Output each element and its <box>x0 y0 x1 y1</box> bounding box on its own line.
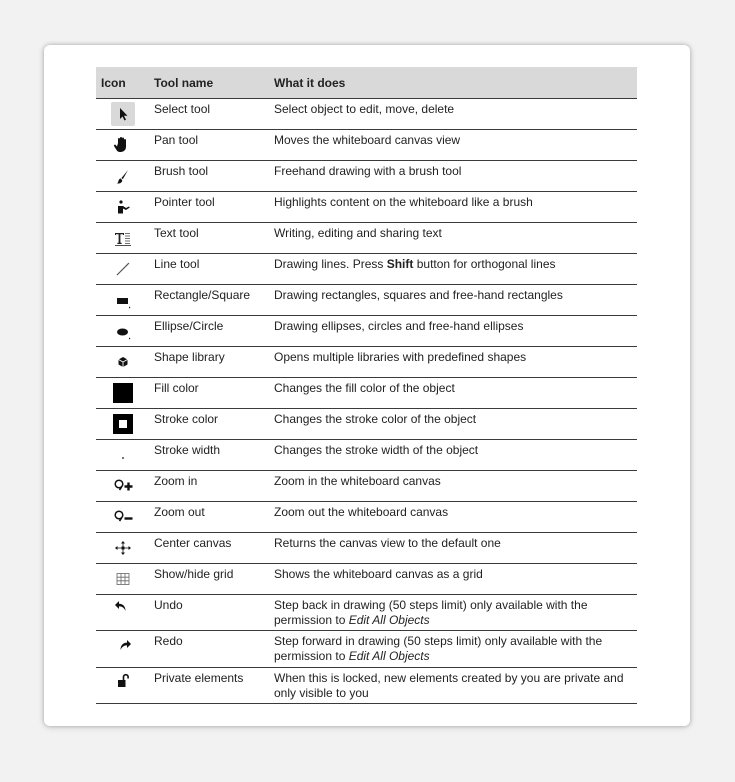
select-arrow-icon <box>111 102 135 126</box>
tool-description: When this is locked, new elements created by you are private and only visible to you <box>269 668 637 704</box>
text-tool-icon <box>110 227 136 249</box>
tool-name: Zoom out <box>149 502 269 533</box>
redo-icon <box>110 635 136 657</box>
table-row <box>96 564 637 595</box>
tool-description: Drawing ellipses, circles and free-hand ellipses <box>269 316 637 347</box>
table-row <box>96 631 637 668</box>
fill-color-icon <box>110 382 136 404</box>
table-row <box>96 409 637 440</box>
tool-name: Shape library <box>149 347 269 378</box>
tool-name: Line tool <box>149 254 269 285</box>
tool-name: Select tool <box>149 99 269 130</box>
shape-library-icon <box>110 351 136 373</box>
tool-name: Stroke color <box>149 409 269 440</box>
tool-name: Ellipse/Circle <box>149 316 269 347</box>
tool-name: Brush tool <box>149 161 269 192</box>
tool-name: Fill color <box>149 378 269 409</box>
table-header-row <box>96 67 637 99</box>
tool-name: Text tool <box>149 223 269 254</box>
document-card <box>44 45 690 726</box>
tool-description: Highlights content on the whiteboard like a brush <box>269 192 637 223</box>
tool-description: Drawing lines. Press Shift button for orthogonal lines <box>269 254 637 285</box>
table-row <box>96 502 637 533</box>
pan-hand-icon <box>110 134 136 156</box>
table-row <box>96 285 637 316</box>
ellipse-icon <box>110 320 136 342</box>
tool-description: Writing, editing and sharing text <box>269 223 637 254</box>
center-canvas-icon <box>110 537 136 559</box>
table-row <box>96 161 637 192</box>
tool-name: Show/hide grid <box>149 564 269 595</box>
tool-description: Changes the stroke color of the object <box>269 409 637 440</box>
undo-icon <box>110 597 136 619</box>
table-row <box>96 192 637 223</box>
table-row <box>96 471 637 502</box>
tools-table <box>96 67 637 704</box>
tool-name: Undo <box>149 595 269 631</box>
tool-description: Step forward in drawing (50 steps limit) only available with the permission to Edit All Objects <box>269 631 637 668</box>
header-tool-name: Tool name <box>149 67 269 99</box>
table-row <box>96 378 637 409</box>
zoom-in-icon <box>110 475 136 497</box>
table-row <box>96 533 637 564</box>
rectangle-icon <box>110 289 136 311</box>
tool-description: Step back in drawing (50 steps limit) only available with the permission to Edit All Objects <box>269 595 637 631</box>
header-what-it-does: What it does <box>269 67 637 99</box>
tool-description: Changes the stroke width of the object <box>269 440 637 471</box>
grid-icon <box>110 568 136 590</box>
stroke-color-icon <box>110 413 136 435</box>
tool-name: Private elements <box>149 668 269 704</box>
padlock-icon <box>110 670 136 692</box>
tool-description: Zoom out the whiteboard canvas <box>269 502 637 533</box>
tool-name: Center canvas <box>149 533 269 564</box>
table-row <box>96 130 637 161</box>
tool-name: Pan tool <box>149 130 269 161</box>
table-row <box>96 668 637 704</box>
stroke-width-icon <box>110 444 136 466</box>
tool-description: Drawing rectangles, squares and free-hand rectangles <box>269 285 637 316</box>
tool-description: Select object to edit, move, delete <box>269 99 637 130</box>
zoom-out-icon <box>110 506 136 528</box>
tool-description: Zoom in the whiteboard canvas <box>269 471 637 502</box>
tool-name: Pointer tool <box>149 192 269 223</box>
tool-description: Changes the fill color of the object <box>269 378 637 409</box>
table-row <box>96 254 637 285</box>
header-icon: Icon <box>96 67 149 99</box>
tool-description: Opens multiple libraries with predefined shapes <box>269 347 637 378</box>
pointer-hand-icon <box>110 196 136 218</box>
table-row <box>96 223 637 254</box>
table-row <box>96 595 637 631</box>
tool-description: Shows the whiteboard canvas as a grid <box>269 564 637 595</box>
line-tool-icon <box>110 258 136 280</box>
tool-name: Redo <box>149 631 269 668</box>
table-row <box>96 347 637 378</box>
tool-name: Rectangle/Square <box>149 285 269 316</box>
tool-description: Freehand drawing with a brush tool <box>269 161 637 192</box>
table-row <box>96 316 637 347</box>
tool-name: Stroke width <box>149 440 269 471</box>
tool-name: Zoom in <box>149 471 269 502</box>
brush-icon <box>110 165 136 187</box>
table-row <box>96 99 637 130</box>
table-row <box>96 440 637 471</box>
tool-description: Moves the whiteboard canvas view <box>269 130 637 161</box>
tool-description: Returns the canvas view to the default one <box>269 533 637 564</box>
